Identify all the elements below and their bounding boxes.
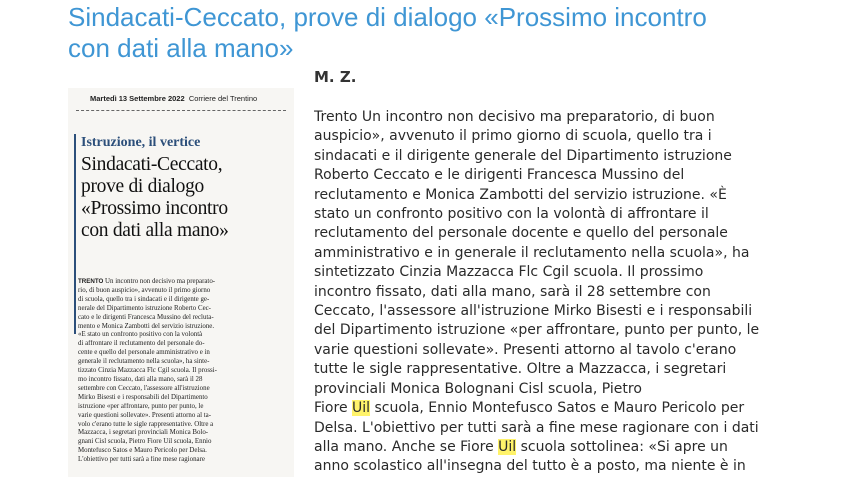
headline-line-2: con dati alla mano» — [68, 33, 294, 63]
article-line: reclutamento e Monica Zambotti del servizio istruzione. «È — [314, 186, 727, 203]
article-line — [314, 438, 789, 457]
clipping-body-line: cato e le dirigenti Francesca Mussino del recluta- — [78, 313, 214, 321]
clipping-body-line: generale il reclutamento nella scuola», ha sinte- — [78, 358, 210, 366]
article-line: varie questioni sollevate». Presenti attorno al tavolo c'erano — [314, 341, 737, 358]
clipping-divider — [76, 110, 286, 111]
article-line: incontro fissato, dati alla mano, sarà il 28 settembre con — [314, 283, 711, 300]
article-author: M. Z. — [314, 68, 357, 86]
clipping-title-line: «Prossimo incontro — [81, 198, 228, 219]
article-line: provinciali Monica Bolognani Cisl scuola, Pietro — [314, 380, 642, 397]
article-line: reclutamento del personale docente e quello del personale — [314, 225, 728, 242]
clipping-body-line: Mirko Bisesti e i responsabili del Dipartimento — [78, 393, 208, 401]
article-text: Fiore — [314, 400, 353, 417]
article-headline — [68, 2, 788, 64]
clipping-body-line: Montefusco Satos e Mauro Pericolo per Delsa. — [78, 447, 207, 455]
clipping-body-line: cente e quello del personale amministrativo e in — [78, 349, 210, 357]
article-body — [314, 108, 789, 477]
clipping-body-line: varie questioni sollevate». Presenti attorno al ta- — [78, 411, 211, 419]
article-line: auspicio», avvenuto il primo giorno di scuola, quello tra i — [314, 128, 712, 145]
clipping-body-line: settembre con Ceccato, l'assessore all'istruzione — [78, 384, 210, 392]
clipping-body-line: mo incontro fissato, dati alla mano, sarà il 28 — [78, 375, 203, 383]
clipping-source: Corriere del Trentino — [188, 94, 258, 103]
article-line: sindacati e il dirigente generale del Dipartimento istruzione — [314, 147, 732, 164]
article-line: Roberto Ceccato e le dirigenti Francesca Mussino del — [314, 167, 685, 184]
newspaper-clipping-image — [68, 88, 294, 477]
clipping-body-line: volo c'erano tutte le sigle rappresentative. Oltre a — [78, 420, 214, 428]
article-text: scuola sottolinea: «Si apre un — [516, 438, 728, 455]
clipping-title-line: con dati alla mano» — [81, 220, 229, 241]
clipping-body — [78, 278, 290, 465]
clipping-body-line: rio, di buon auspicio», avvenuto il primo giorno — [78, 286, 211, 294]
clipping-dateline — [90, 94, 257, 103]
clipping-body-line: nerale del Dipartimento istruzione Roberto Cec- — [78, 304, 211, 312]
highlighted-term: Uil — [498, 438, 517, 455]
clipping-body-line: istruzione «per affrontare, punto per punto, le — [78, 402, 204, 410]
article-line: amministrativo e in generale il reclutamento nella scuola», ha — [314, 244, 750, 261]
clipping-body-line: mento e Monica Zambotti del servizio istruzione. — [78, 322, 215, 330]
clipping-body-line: di affrontare il reclutamento del personale do- — [78, 340, 205, 348]
clipping-title — [81, 154, 291, 242]
article-text: scuola, Ennio Montefusco Satos e Mauro Pericolo per — [370, 400, 745, 417]
headline-line-1: Sindacati-Ceccato, prove di dialogo «Prossimo incontro — [68, 2, 707, 32]
article-line: anno scolastico all'insegna del tutto è a posto, ma niente è in — [314, 458, 746, 475]
article-text: alla mano. Anche se Fiore — [314, 438, 499, 455]
clipping-body-line: L'obiettivo per tutti sarà a fine mese ragionare — [78, 456, 205, 464]
article-line: Trento Un incontro non decisivo ma preparatorio, di buon — [314, 109, 715, 125]
clipping-body-line: di scuola, quello tra i sindacati e il dirigente ge- — [78, 295, 210, 303]
article-line: Delsa. L'obiettivo per tutti sarà a fine mese ragionare con i dati — [314, 419, 759, 436]
clipping-date: Martedì 13 Settembre 2022 — [90, 94, 185, 103]
clipping-dateline-city: TRENTO — [78, 278, 104, 285]
clipping-body-line: tizzato Cinzia Mazzacca Flc Cgil scuola. Il prossi- — [78, 367, 217, 375]
clipping-accent-bar — [74, 134, 76, 334]
article-line: tutte le sigle rappresentative. Oltre a Mazzacca, i segretari — [314, 361, 727, 378]
clipping-body-line: «È stato un confronto positivo con la volontà — [78, 331, 203, 339]
article-line: sintetizzato Cinzia Mazzacca Flc Cgil scuola. Il prossimo — [314, 264, 704, 281]
article-line: del Dipartimento istruzione «per affrontare, punto per punto, le — [314, 322, 760, 339]
article-line: stato un confronto positivo con la volontà di affrontare il — [314, 206, 709, 223]
clipping-title-line: prove di dialogo — [81, 176, 205, 197]
clipping-kicker: Istruzione, il vertice — [81, 135, 201, 150]
clipping-title-line: Sindacati-Ceccato, — [81, 154, 223, 175]
clipping-body-line: Mazzacca, i segretari provinciali Monica Bolo- — [78, 429, 209, 437]
article-line — [314, 399, 789, 418]
highlighted-term: Uil — [352, 400, 371, 417]
clipping-body-line: gnani Cisl scuola, Pietro Fiore Uil scuola, Ennio — [78, 438, 212, 446]
clipping-body-line: TRENTO Un incontro non decisivo ma preparato- — [78, 278, 216, 285]
article-line: Ceccato, l'assessore all'istruzione Mirko Bisesti e i responsabili — [314, 303, 753, 320]
